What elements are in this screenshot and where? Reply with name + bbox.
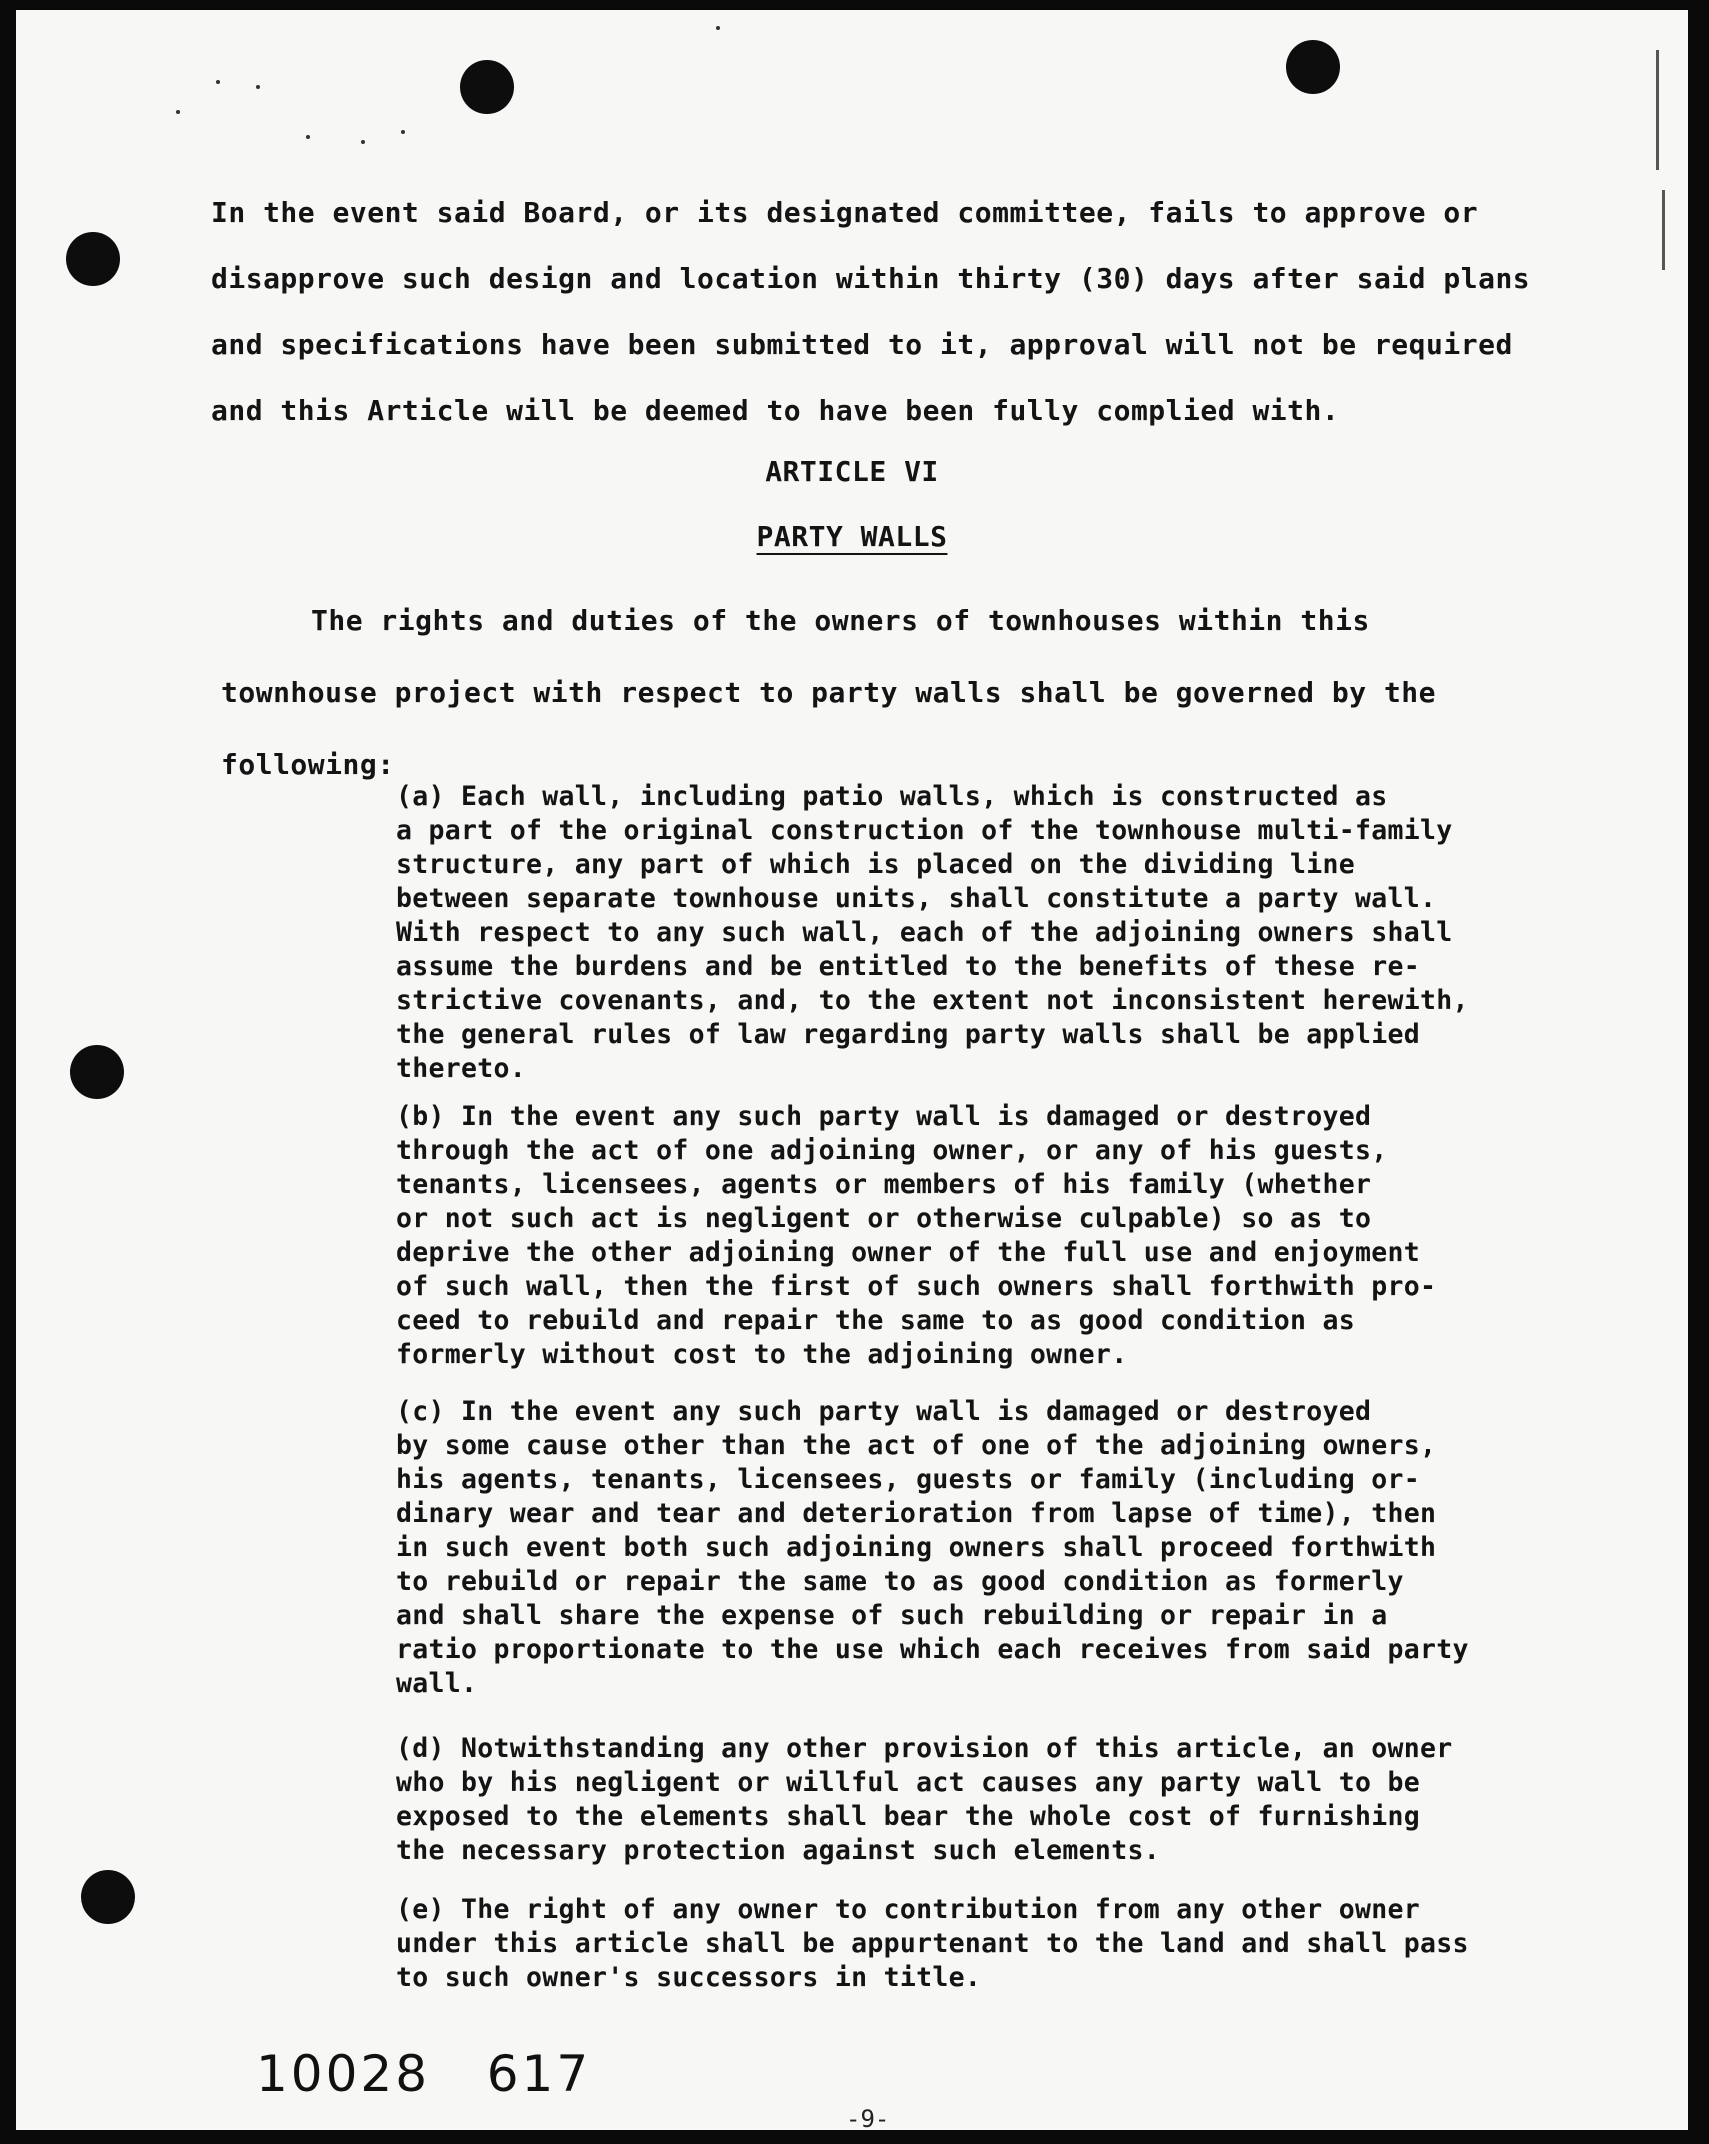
article-title: PARTY WALLS: [756, 520, 948, 553]
text-line: his agents, tenants, licensees, guests or family (including or-: [396, 1464, 1421, 1495]
text-line: (a) Each wall, including patio walls, which is constructed as: [396, 781, 1388, 812]
text-line: to such owner's successors in title.: [396, 1962, 982, 1993]
text-line: (b) In the event any such party wall is damaged or destroyed: [396, 1101, 1372, 1132]
punch-hole-top-right: [1286, 40, 1340, 94]
text-line: following:: [221, 748, 395, 781]
page-number: -9-: [846, 2105, 890, 2133]
punch-hole-left-1: [66, 232, 120, 286]
text-line: deprive the other adjoining owner of the full use and enjoyment: [396, 1237, 1421, 1268]
punch-hole-left-2: [70, 1045, 124, 1099]
document-number: 10028 617: [256, 2045, 592, 2103]
text-line: With respect to any such wall, each of the adjoining owners shall: [396, 917, 1453, 948]
text-line: wall.: [396, 1668, 478, 1699]
scan-speck: [401, 130, 405, 134]
text-line: (e) The right of any owner to contribution from any other owner: [396, 1894, 1421, 1925]
scan-edge-mark: [1656, 50, 1659, 170]
text-line: to rebuild or repair the same to as good condition as formerly: [396, 1566, 1404, 1597]
scan-edge-mark: [1662, 190, 1665, 270]
punch-hole-top-left: [460, 60, 514, 114]
text-line: formerly without cost to the adjoining owner.: [396, 1339, 1128, 1370]
article-number: ARTICLE VI: [765, 455, 939, 488]
text-line: in such event both such adjoining owners shall proceed forthwith: [396, 1532, 1437, 1563]
text-line: strictive covenants, and, to the extent not inconsistent herewith,: [396, 985, 1469, 1016]
text-line: or not such act is negligent or otherwise culpable) so as to: [396, 1203, 1372, 1234]
scan-speck: [216, 80, 220, 84]
text-line: under this article shall be appurtenant to the land and shall pass: [396, 1928, 1469, 1959]
text-line: assume the burdens and be entitled to the benefits of these re-: [396, 951, 1421, 982]
subsection-d: [396, 1732, 1536, 1868]
text-line: dinary wear and tear and deterioration from lapse of time), then: [396, 1498, 1437, 1529]
text-line: and this Article will be deemed to have been fully complied with.: [211, 394, 1340, 427]
text-line: and specifications have been submitted to it, approval will not be required: [211, 328, 1513, 361]
text-line: of such wall, then the first of such owners shall forthwith pro-: [396, 1271, 1437, 1302]
text-line: who by his negligent or willful act causes any party wall to be: [396, 1767, 1421, 1798]
text-line: townhouse project with respect to party walls shall be governed by the: [221, 676, 1437, 709]
text-line: a part of the original construction of the townhouse multi-family: [396, 815, 1453, 846]
scan-speck: [306, 135, 310, 139]
subsection-e: [396, 1893, 1536, 1995]
text-line: through the act of one adjoining owner, or any of his guests,: [396, 1135, 1388, 1166]
subsection-c: [396, 1395, 1536, 1701]
text-line: thereto.: [396, 1053, 527, 1084]
scan-speck: [716, 26, 720, 30]
subsection-b: [396, 1100, 1536, 1372]
text-line: between separate townhouse units, shall constitute a party wall.: [396, 883, 1437, 914]
scan-speck: [256, 85, 260, 89]
text-line: the general rules of law regarding party walls shall be applied: [396, 1019, 1421, 1050]
text-line: and shall share the expense of such rebuilding or repair in a: [396, 1600, 1388, 1631]
text-line: ceed to rebuild and repair the same to as good condition as: [396, 1305, 1356, 1336]
text-line: structure, any part of which is placed on the dividing line: [396, 849, 1356, 880]
scan-speck: [361, 140, 365, 144]
text-line: ratio proportionate to the use which each receives from said party: [396, 1634, 1469, 1665]
text-line: In the event said Board, or its designated committee, fails to approve or: [211, 196, 1479, 229]
subsection-a: [396, 780, 1536, 1086]
approval-paragraph: [211, 180, 1531, 444]
text-line: disapprove such design and location within thirty (30) days after said plans: [211, 262, 1531, 295]
document-page: [16, 10, 1688, 2133]
text-line: (d) Notwithstanding any other provision of this article, an owner: [396, 1733, 1453, 1764]
intro-paragraph: [221, 585, 1501, 801]
text-line: The rights and duties of the owners of townhouses within this: [311, 604, 1370, 637]
text-line: by some cause other than the act of one of the adjoining owners,: [396, 1430, 1437, 1461]
text-line: exposed to the elements shall bear the whole cost of furnishing: [396, 1801, 1421, 1832]
punch-hole-left-3: [81, 1870, 135, 1924]
text-line: (c) In the event any such party wall is damaged or destroyed: [396, 1396, 1372, 1427]
text-line: the necessary protection against such elements.: [396, 1835, 1160, 1866]
text-line: tenants, licensees, agents or members of his family (whether: [396, 1169, 1372, 1200]
scan-speck: [176, 110, 180, 114]
